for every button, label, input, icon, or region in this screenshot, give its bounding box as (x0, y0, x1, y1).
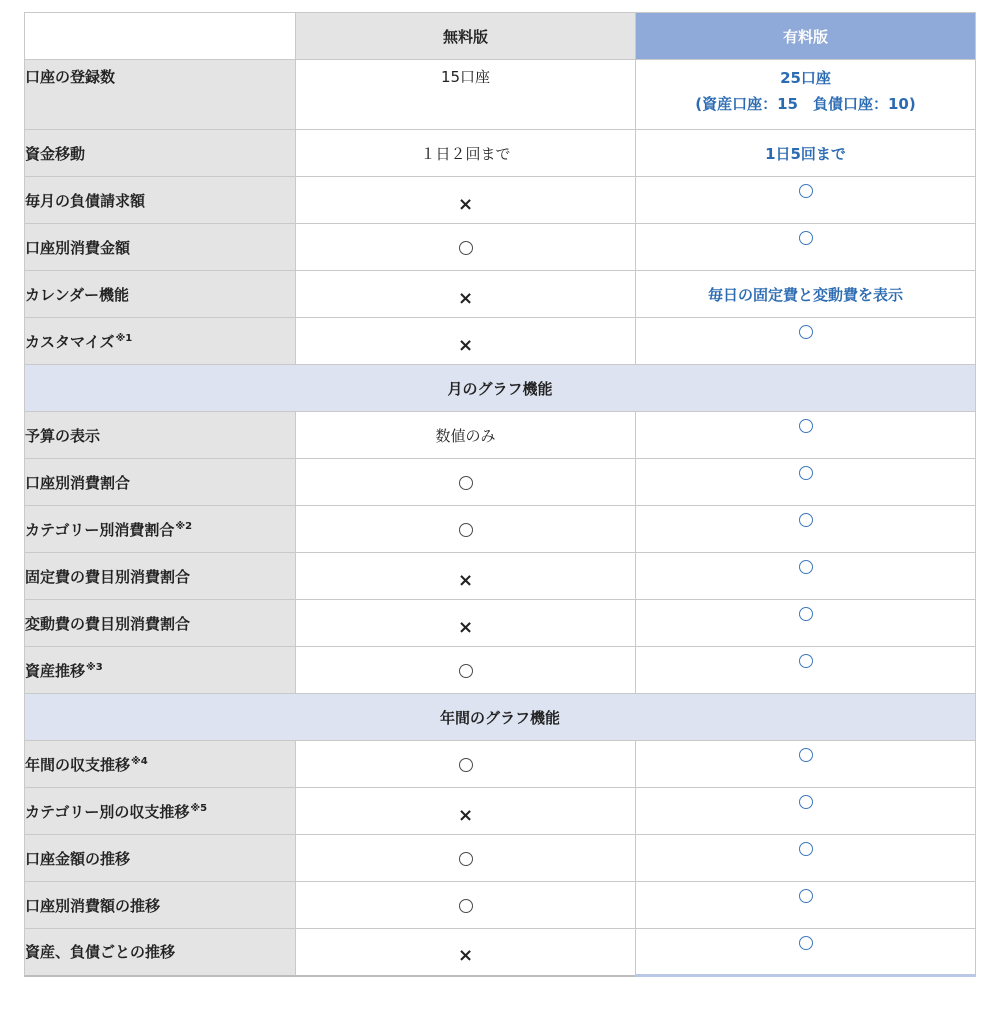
table-row (25, 741, 976, 788)
paid-value-transfer: 1日5回まで (636, 130, 976, 177)
yes-circle-icon (799, 231, 813, 245)
row-label-account-ratio: 口座別消費割合 (25, 459, 296, 506)
paid-cell-account-ratio (636, 459, 976, 506)
paid-plan-header: 有料版 (636, 13, 976, 60)
footnote-mark: ※2 (175, 520, 193, 532)
paid-cell-asset-debt-trend (636, 929, 976, 976)
section-title-monthly: 月のグラフ機能 (25, 365, 976, 412)
table-row (25, 459, 976, 506)
no-cross-icon: × (457, 804, 474, 826)
paid-accounts-breakdown: (資産口座：15 負債口座：10) (695, 95, 916, 113)
no-cross-icon: × (457, 193, 474, 215)
row-label-variable-ratio: 変動費の費目別消費割合 (25, 600, 296, 647)
free-value-accounts: 15口座 (296, 60, 636, 130)
footnote-mark: ※5 (190, 802, 208, 814)
yes-circle-icon (799, 936, 813, 950)
free-cell-asset-trend (296, 647, 636, 694)
yes-circle-icon (799, 325, 813, 339)
row-label-asset-debt-trend: 資産、負債ごとの推移 (25, 929, 296, 976)
row-label-asset-trend (25, 647, 296, 694)
yes-circle-icon (799, 184, 813, 198)
yes-circle-icon (459, 523, 473, 537)
table-row (25, 130, 976, 177)
free-value-transfer: １日２回まで (296, 130, 636, 177)
free-cell-calendar (296, 271, 636, 318)
yes-circle-icon (459, 476, 473, 490)
header-corner-cell (25, 13, 296, 60)
row-label-fixed-ratio: 固定費の費目別消費割合 (25, 553, 296, 600)
free-cell-debt-billing (296, 177, 636, 224)
free-cell-account-spend (296, 224, 636, 271)
label-text: カスタマイズ (25, 332, 115, 351)
yes-circle-icon (459, 758, 473, 772)
table-row (25, 788, 976, 835)
paid-cell-debt-billing (636, 177, 976, 224)
paid-cell-asset-trend (636, 647, 976, 694)
free-value-budget: 数値のみ (296, 412, 636, 459)
footnote-mark: ※4 (131, 755, 148, 767)
free-cell-account-ratio (296, 459, 636, 506)
table-row (25, 60, 976, 130)
paid-cell-account-spend (636, 224, 976, 271)
paid-cell-variable-ratio (636, 600, 976, 647)
section-row-monthly (25, 365, 976, 412)
paid-accounts-total: 25口座 (780, 69, 831, 87)
section-row-yearly (25, 694, 976, 741)
comparison-table-wrapper (24, 12, 976, 977)
yes-circle-icon (459, 241, 473, 255)
yes-circle-icon (799, 560, 813, 574)
paid-value-accounts (636, 60, 976, 130)
paid-value-calendar: 毎日の固定費と変動費を表示 (636, 271, 976, 318)
row-label-debt-billing: 毎月の負債請求額 (25, 177, 296, 224)
free-cell-fixed-ratio (296, 553, 636, 600)
table-row (25, 929, 976, 976)
yes-circle-icon (799, 654, 813, 668)
yes-circle-icon (799, 889, 813, 903)
row-label-account-amount: 口座金額の推移 (25, 835, 296, 882)
yes-circle-icon (799, 842, 813, 856)
table-row (25, 882, 976, 929)
row-label-accounts: 口座の登録数 (25, 60, 296, 130)
paid-cell-category-balance (636, 788, 976, 835)
table-row (25, 647, 976, 694)
row-label-customize (25, 318, 296, 365)
header-row (25, 13, 976, 60)
free-plan-header: 無料版 (296, 13, 636, 60)
yes-circle-icon (459, 852, 473, 866)
free-cell-balance-trend (296, 741, 636, 788)
paid-cell-account-spend-trend (636, 882, 976, 929)
no-cross-icon: × (457, 334, 474, 356)
table-row (25, 553, 976, 600)
free-cell-account-amount (296, 835, 636, 882)
yes-circle-icon (799, 607, 813, 621)
paid-cell-category-ratio (636, 506, 976, 553)
table-row (25, 506, 976, 553)
no-cross-icon: × (457, 616, 474, 638)
yes-circle-icon (799, 748, 813, 762)
table-row (25, 412, 976, 459)
row-label-category-balance (25, 788, 296, 835)
row-label-calendar: カレンダー機能 (25, 271, 296, 318)
free-cell-account-spend-trend (296, 882, 636, 929)
label-text: 年間の収支推移 (25, 755, 131, 774)
row-label-account-spend: 口座別消費金額 (25, 224, 296, 271)
table-row (25, 271, 976, 318)
row-label-balance-trend (25, 741, 296, 788)
free-cell-asset-debt-trend (296, 929, 636, 976)
paid-cell-budget (636, 412, 976, 459)
table-row (25, 600, 976, 647)
free-cell-variable-ratio (296, 600, 636, 647)
paid-cell-balance-trend (636, 741, 976, 788)
yes-circle-icon (799, 513, 813, 527)
footnote-mark: ※1 (115, 332, 133, 344)
paid-cell-fixed-ratio (636, 553, 976, 600)
table-row (25, 224, 976, 271)
paid-cell-customize (636, 318, 976, 365)
paid-cell-account-amount (636, 835, 976, 882)
table-row (25, 177, 976, 224)
no-cross-icon: × (457, 569, 474, 591)
yes-circle-icon (459, 899, 473, 913)
section-title-yearly: 年間のグラフ機能 (25, 694, 976, 741)
no-cross-icon: × (457, 287, 474, 309)
free-cell-category-ratio (296, 506, 636, 553)
plan-comparison-table (24, 12, 976, 977)
no-cross-icon: × (457, 945, 474, 967)
table-row (25, 318, 976, 365)
free-cell-customize (296, 318, 636, 365)
yes-circle-icon (799, 795, 813, 809)
yes-circle-icon (799, 466, 813, 480)
table-row (25, 835, 976, 882)
yes-circle-icon (799, 419, 813, 433)
footnote-mark: ※3 (86, 661, 103, 673)
free-cell-category-balance (296, 788, 636, 835)
row-label-transfer: 資金移動 (25, 130, 296, 177)
yes-circle-icon (459, 664, 473, 678)
label-text: カテゴリー別の収支推移 (25, 802, 190, 821)
label-text: カテゴリー別消費割合 (25, 520, 175, 539)
label-text: 資産推移 (25, 661, 86, 680)
row-label-account-spend-trend: 口座別消費額の推移 (25, 882, 296, 929)
row-label-category-ratio (25, 506, 296, 553)
row-label-budget: 予算の表示 (25, 412, 296, 459)
